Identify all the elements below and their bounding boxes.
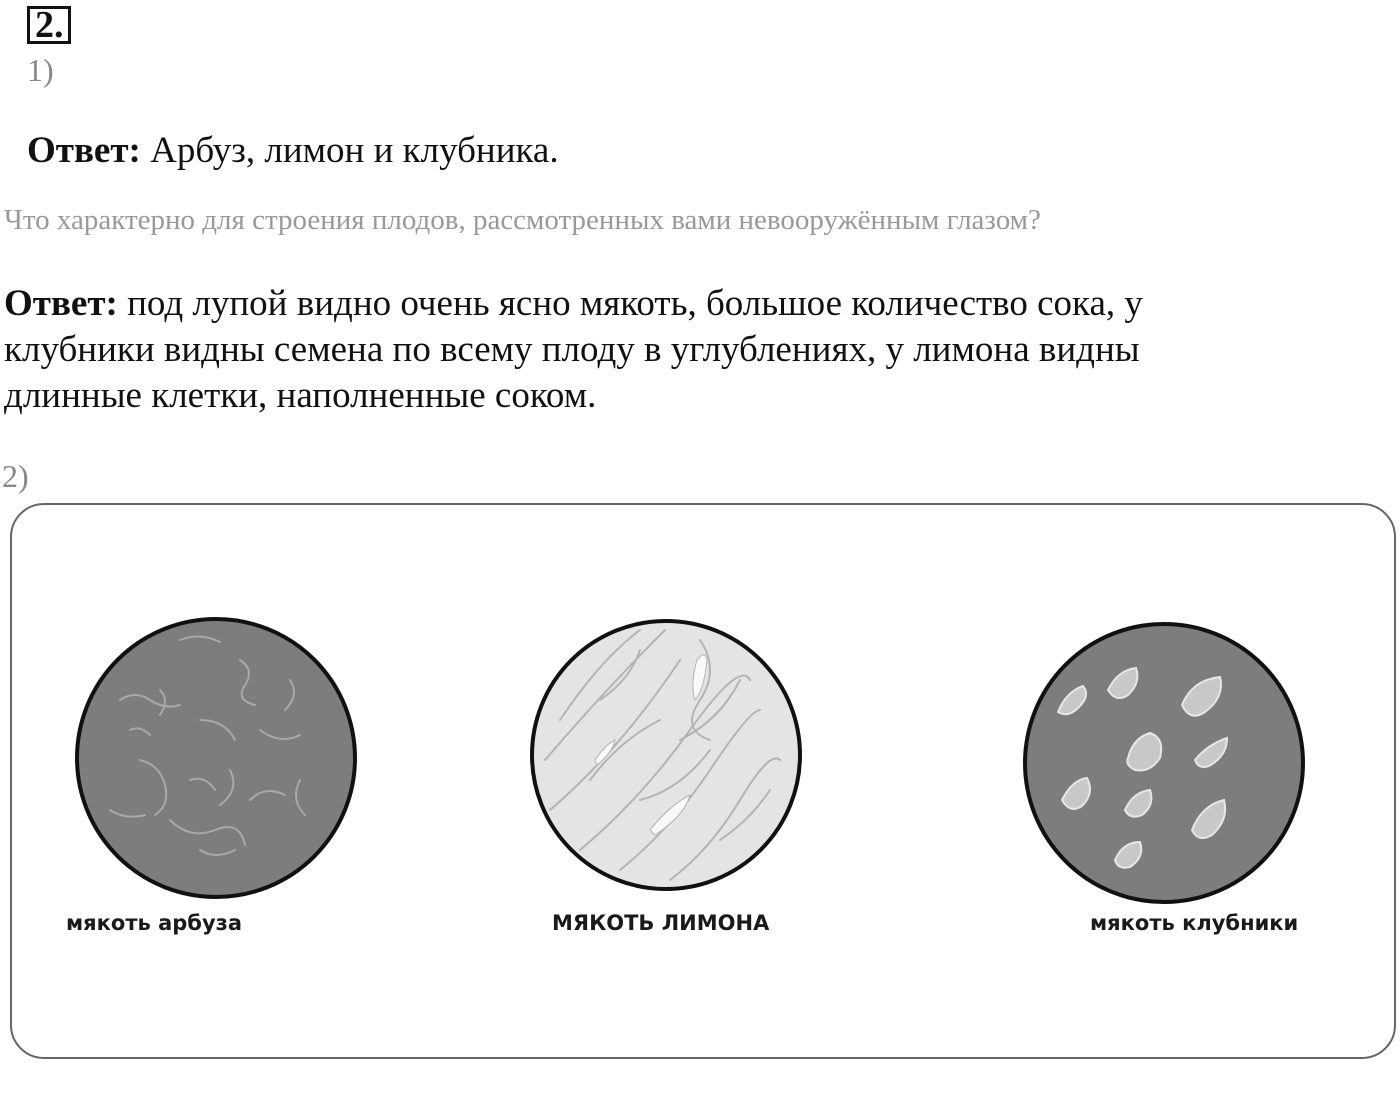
question-text: Что характерно для строения плодов, рассмотренных вами невооружённым глазом? — [4, 204, 1041, 236]
answer-2-line-2: клубники видны семена по всему плоду в углублениях, у лимона видны — [4, 329, 1140, 370]
caption-lemon: МЯКОТЬ ЛИМОНА — [552, 911, 770, 935]
answer-1-label: Ответ: — [27, 130, 141, 171]
strawberry-pulp-circle — [1025, 624, 1303, 902]
answer-2-label: Ответ: — [4, 283, 118, 324]
answer-2-line-3: длинные клетки, наполненные соком. — [4, 375, 597, 416]
caption-watermelon: мякоть арбуза — [66, 911, 243, 935]
answer-2-line-1: Ответ: под лупой видно очень ясно мякоть, большое количество сока, у — [4, 283, 1143, 324]
part-2-label: 2) — [2, 458, 29, 494]
answer-1-text: Арбуз, лимон и клубника. — [140, 130, 559, 171]
watermelon-pulp-circle — [77, 619, 355, 897]
caption-strawberry: мякоть клубники — [1090, 911, 1299, 935]
task-number: 2. — [35, 4, 64, 46]
lemon-pulp-circle — [532, 621, 800, 889]
part-1-label: 1) — [27, 52, 54, 88]
